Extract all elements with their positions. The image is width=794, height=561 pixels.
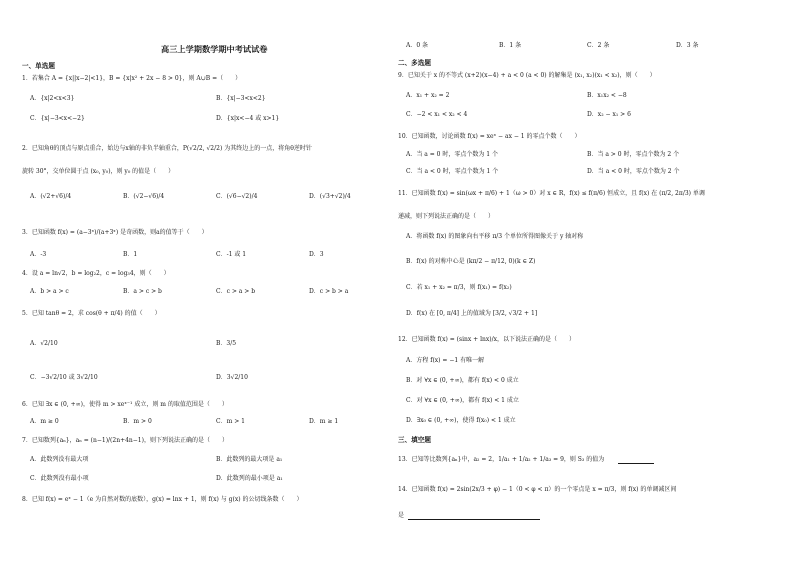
q6-option-d: D．m ≥ 1 (309, 418, 339, 425)
q6-option-b: B．m > 0 (123, 418, 152, 425)
section-fill-in: 三、填空题 (398, 436, 431, 444)
q8-stem: 8．已知 f(x) = eˣ − 1（e 为自然对数的底数），g(x) = lnx + 1，则 f(x) 与 g(x) 的公切线条数（ ） (22, 496, 303, 503)
q2-option-a: A．(√2+√6)/4 (30, 193, 72, 200)
q9-option-a: A．x₁ + x₂ = 2 (406, 92, 450, 99)
q9-stem: 9．已知关于 x 的不等式 (x+2)(x−4) + a < 0 (a < 0) 的解集是 (x₁, x₂)(x₁ < x₂)，则（ ） (398, 72, 656, 79)
q7-stem: 7．已知数列{aₙ}，aₙ = (n−1)/(2n+4n−1)，则下列说法正确的是（ ） (22, 437, 228, 444)
q1-option-c: C．{x|−3<x<−2} (30, 115, 85, 122)
q8-option-b: B．1 条 (499, 42, 522, 49)
q11-option-b: B．f(x) 的对称中心是 (kπ/2 − π/12, 0)(k ∈ Z) (406, 258, 536, 265)
q2-option-d: D．(√3+√2)/4 (309, 193, 351, 200)
q14-stem-line2: 是 (398, 512, 405, 519)
q13-stem: 13．已知等比数列{aₙ}中，a₂ = 2，1/a₁ + 1/a₂ + 1/a₃ = 9，则 S₃ 的值为 (398, 456, 605, 463)
q3-option-d: D．3 (309, 251, 324, 258)
q2-stem-line1: 2．已知角θ的顶点与原点重合，始边与x轴的非负半轴重合，P(√2/2, √2/2) 为其终边上的一点，将角θ逆时针 (22, 145, 312, 152)
q4-option-d: D．c > b > a (309, 288, 349, 295)
q2-option-c: C．(√6−√2)/4 (216, 193, 258, 200)
q12-option-a: A．方程 f(x) = −1 有唯一解 (406, 357, 485, 364)
q5-stem: 5．已知 tanθ = 2，求 cos(θ + π/4) 的值（ ） (22, 310, 161, 317)
q7-option-d: D．此数列的最小项是 a₁ (216, 475, 283, 482)
q1-option-a: A．{x|2<x<3} (30, 95, 75, 102)
q11-option-a: A．将函数 f(x) 的图象向右平移 π/3 个单位所得图像关于 y 轴对称 (406, 233, 584, 240)
q6-option-a: A．m ≥ 0 (30, 418, 59, 425)
q6-stem: 6．已知 ∃x ∈ (0, +∞)，使得 m > xeˣ⁻¹ 成立，则 m 的取值范围是（ ） (22, 401, 228, 408)
q10-option-d: D．当 a < 0 时，零点个数为 2 个 (587, 168, 680, 175)
section-single-choice: 一、单选题 (22, 62, 55, 70)
q12-option-d: D．∃x₀ ∈ (0, +∞)，使得 f(x₀) < 1 成立 (406, 417, 516, 424)
q2-option-b: B．(√2−√6)/4 (123, 193, 165, 200)
q3-option-a: A．-3 (30, 251, 47, 258)
q1-stem: 1．若集合 A = {x||x−2|<1}，B = {x|x² + 2x − 8 > 0}，则 A∪B =（ ） (22, 75, 242, 82)
q4-option-a: A．b > a > c (30, 288, 69, 295)
q11-stem-line2: 递减，则下列说法正确的是（ ） (398, 213, 495, 220)
q12-stem: 12．已知函数 f(x) = (sinx + lnx)/x，以下说法正确的是（ ） (398, 336, 576, 343)
q5-option-b: B．3/5 (216, 340, 237, 347)
q10-option-c: C．当 a < 0 时，零点个数为 1 个 (406, 168, 499, 175)
q11-stem-line1: 11．已知函数 f(x) = sin(ωx + π/6) + 1（ω > 0）对 x ∈ R，f(x) ≤ f(π/6) 恒成立，且 f(x) 在 (π/2, 2π/3) 单调 (398, 190, 705, 197)
q8-option-d: D．3 条 (676, 42, 699, 49)
q7-option-c: C．此数列没有最小项 (30, 475, 89, 482)
q1-option-b: B．{x|−3<x<2} (216, 95, 266, 102)
q9-option-b: B．x₁x₂ < −8 (587, 92, 627, 99)
q14-stem-line1: 14．已知函数 f(x) = 2sin(2x/3 + φ) − 1（0 < φ < π）的一个零点是 x = π/3，则 f(x) 的单调减区间 (398, 486, 677, 493)
q10-option-b: B．当 a > 0 时，零点个数为 2 个 (587, 151, 680, 158)
q5-option-a: A．√2/10 (30, 340, 58, 347)
q11-option-c: C．若 x₁ + x₂ = π/3，则 f(x₁) = f(x₂) (406, 284, 512, 291)
page-title: 高三上学期数学期中考试试卷 (161, 44, 268, 54)
q8-option-c: C．2 条 (587, 42, 610, 49)
q10-stem: 10．已知函数，讨论函数 f(x) = xeˣ − ax − 1 的零点个数（ ） (398, 133, 581, 140)
q3-stem: 3．已知函数 f(x) = (a−3ˣ)/(a+3ˣ) 是奇函数，则a的值等于（ ） (22, 229, 208, 236)
q10-option-a: A．当 a = 0 时，零点个数为 1 个 (406, 151, 499, 158)
q3-option-c: C．-1 或 1 (216, 251, 247, 258)
q7-option-a: A．此数列没有最大项 (30, 456, 89, 463)
q4-option-c: C．c > a > b (216, 288, 256, 295)
q5-option-c: C．−3√2/10 或 3√2/10 (30, 374, 98, 381)
q13-answer-blank[interactable] (618, 456, 654, 464)
q4-stem: 4．设 a = ln√2，b = log₂2，c = log₃4，则（ ） (22, 270, 170, 277)
q3-option-b: B．1 (123, 251, 138, 258)
q4-option-b: B．a > c > b (123, 288, 162, 295)
q6-option-c: C．m > 1 (216, 418, 245, 425)
q7-option-b: B．此数列的最大项是 a₁ (216, 456, 283, 463)
q9-option-c: C．−2 < x₁ < x₂ < 4 (406, 111, 468, 118)
q9-option-d: D．x₂ − x₁ > 6 (587, 111, 631, 118)
q12-option-c: C．对 ∀x ∈ (0, +∞)，都有 f(x) < 1 成立 (406, 397, 519, 404)
section-multi-choice: 二、多选题 (398, 59, 431, 67)
q12-option-b: B．对 ∀x ∈ (0, +∞)，都有 f(x) < 0 成立 (406, 377, 519, 384)
q1-option-d: D．{x|x<−4 或 x>1} (216, 115, 280, 122)
q11-option-d: D．f(x) 在 [0, π/4] 上的值域为 [3/2, √3/2 + 1] (406, 310, 538, 317)
q2-stem-line2: 旋转 30°，交单位圆于点 (x₀, y₀)，则 y₀ 的值是（ ） (22, 168, 175, 175)
q14-answer-blank[interactable] (408, 512, 540, 520)
q5-option-d: D．3√2/10 (216, 374, 248, 381)
q8-option-a: A．0 条 (406, 42, 429, 49)
